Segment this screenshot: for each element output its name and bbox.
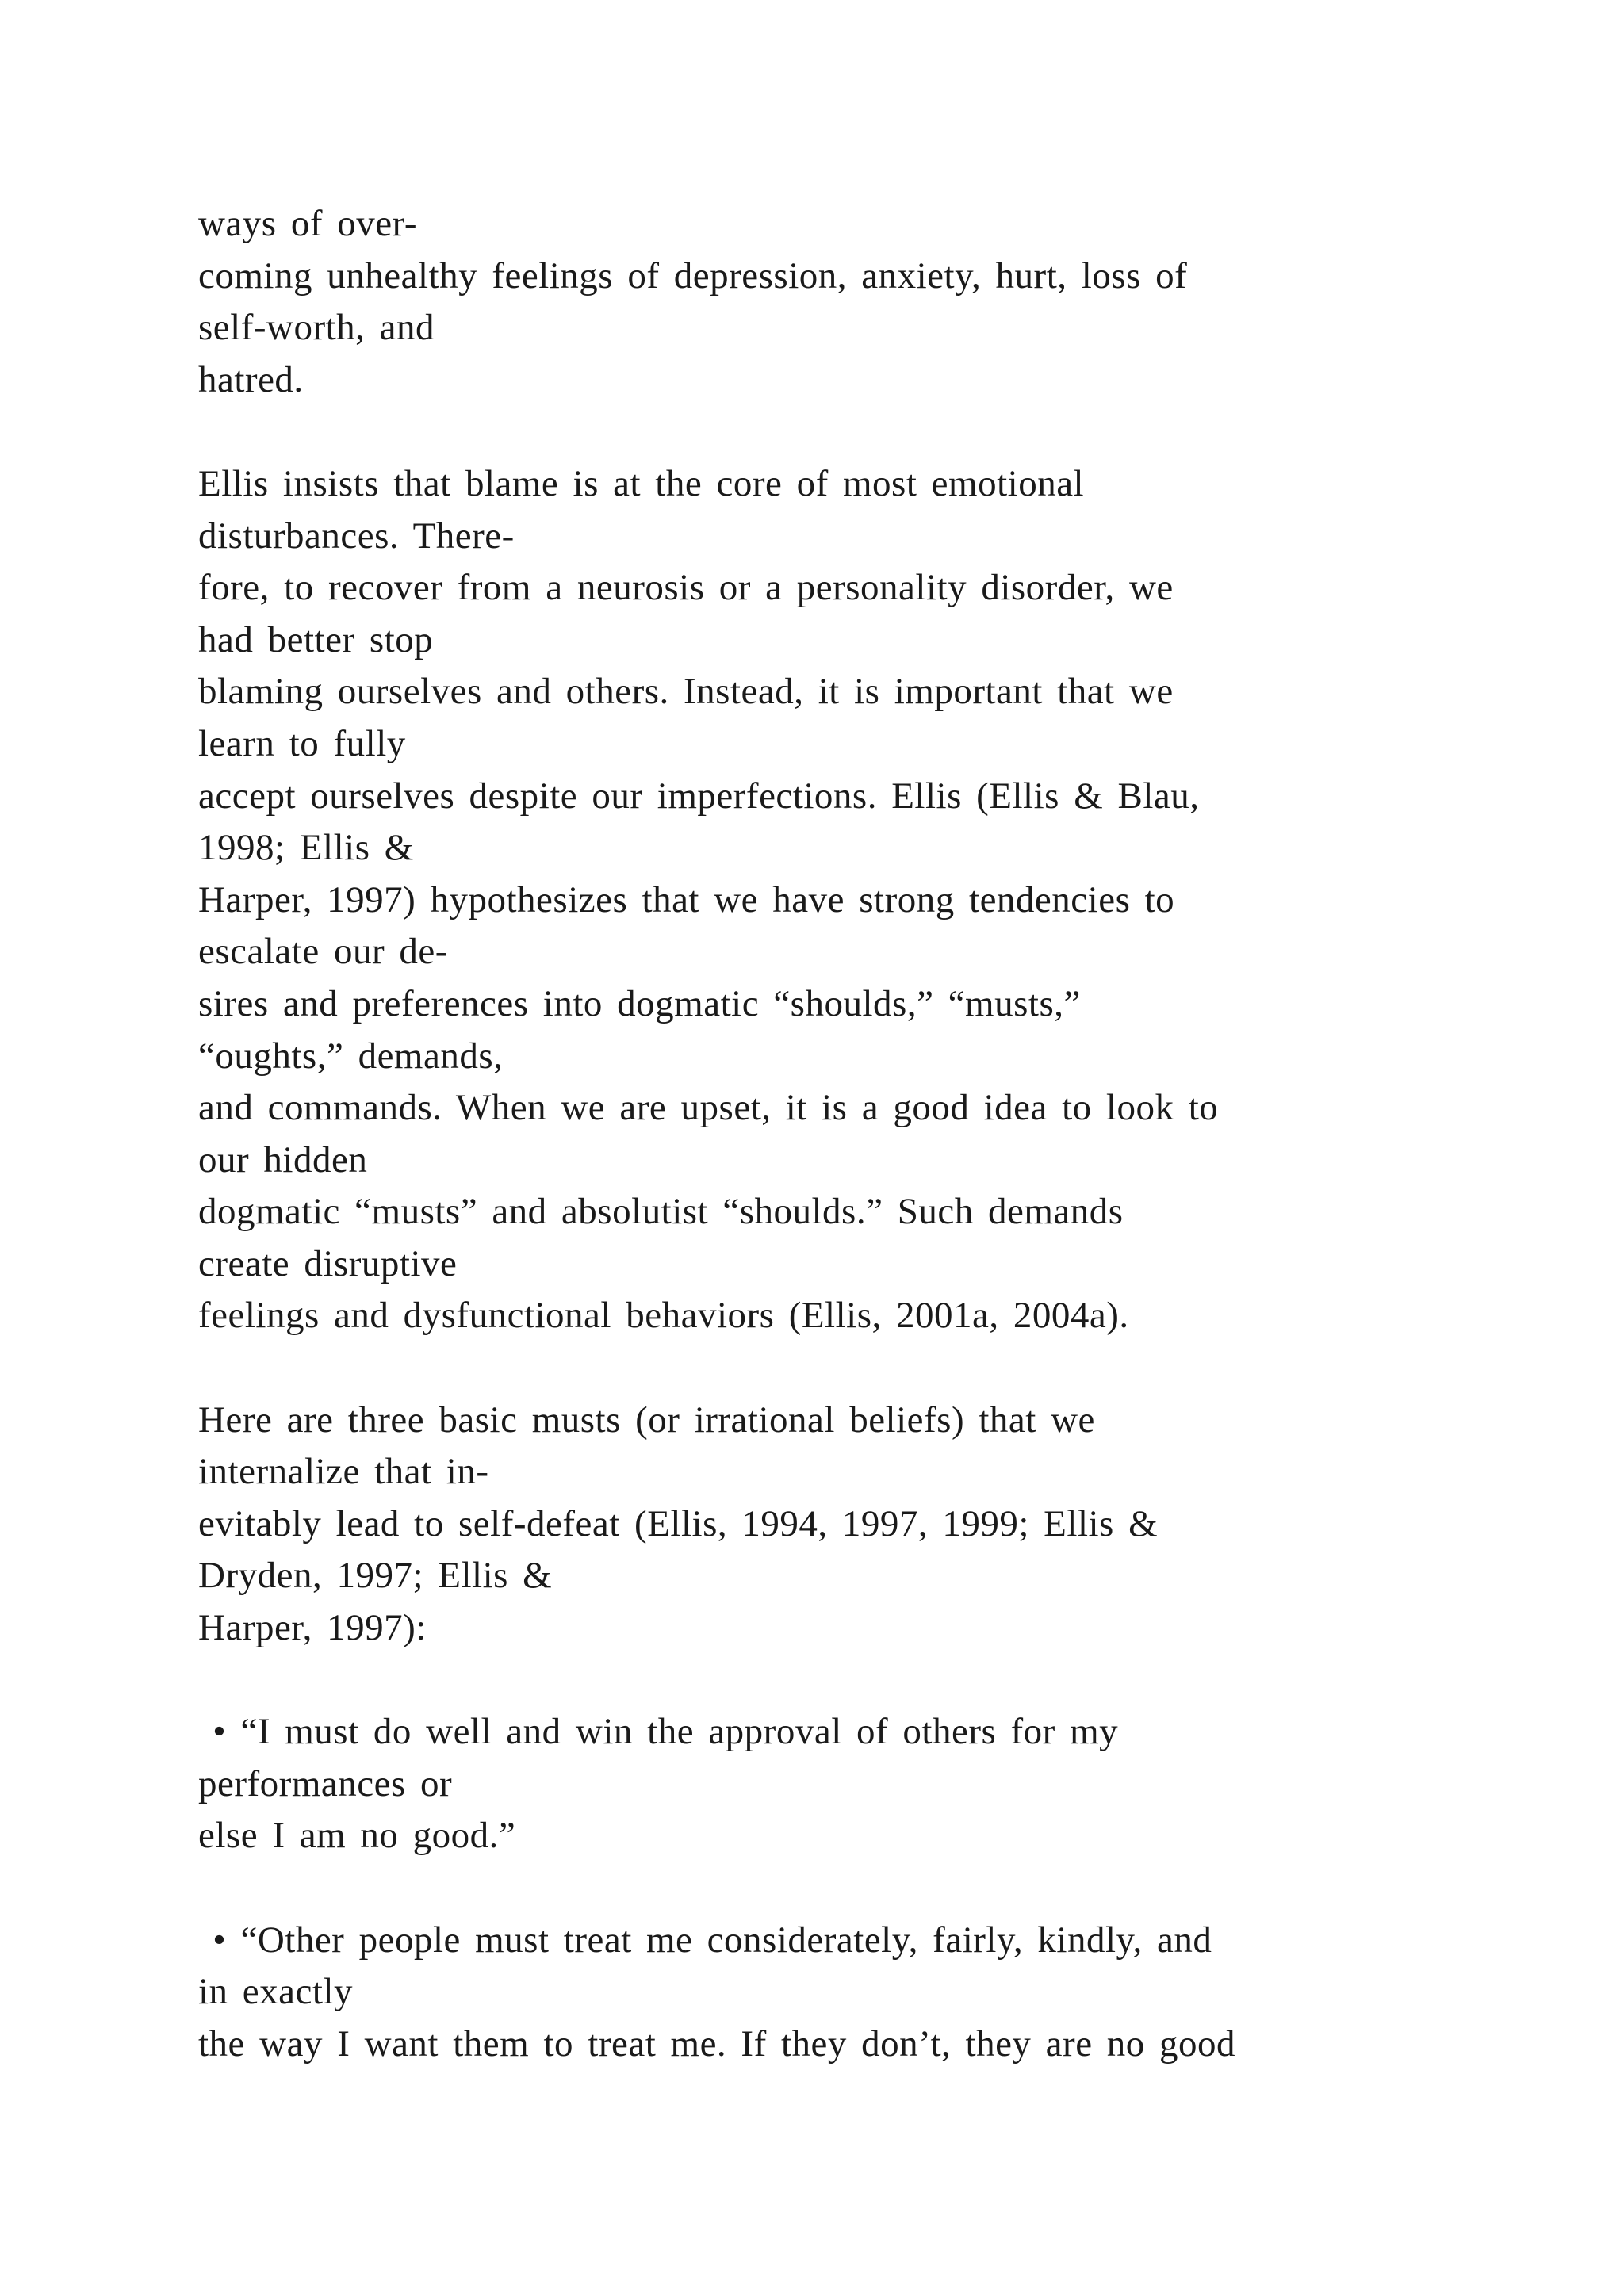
- paragraph-gap: [198, 1655, 1467, 1707]
- text-line: had better stop: [198, 618, 434, 660]
- paragraph-gap: [198, 406, 1467, 458]
- text-line: ways of over-: [198, 203, 417, 244]
- text-line: learn to fully: [198, 722, 406, 764]
- text-line: disturbances. There-: [198, 515, 515, 557]
- paragraph-3: [198, 1395, 1467, 1655]
- paragraph-gap: [198, 1862, 1467, 1915]
- body-text: [198, 198, 1467, 2070]
- text-line: else I am no good.”: [198, 1815, 516, 1857]
- text-line: dogmatic “musts” and absolutist “shoulds.” Such demands: [198, 1191, 1124, 1233]
- text-line: Ellis insists that blame is at the core of most emotional: [198, 462, 1085, 504]
- bullet-item-2: [198, 1915, 1467, 2071]
- text-line: internalize that in-: [198, 1451, 489, 1493]
- text-line: sires and preferences into dogmatic “shoulds,” “musts,”: [198, 982, 1081, 1024]
- text-line: self-worth, and: [198, 307, 435, 349]
- text-line: and commands. When we are upset, it is a good idea to look to: [198, 1087, 1219, 1129]
- text-line: accept ourselves despite our imperfections. Ellis (Ellis & Blau,: [198, 775, 1200, 817]
- paragraph-gap: [198, 1342, 1467, 1395]
- text-line: in exactly: [198, 1971, 354, 2013]
- text-line: feelings and dysfunctional behaviors (Ellis, 2001a, 2004a).: [198, 1295, 1129, 1337]
- text-line: our hidden: [198, 1138, 368, 1181]
- text-line: the way I want them to treat me. If they don’t, they are no good: [198, 2022, 1236, 2064]
- text-line: coming unhealthy feelings of depression, anxiety, hurt, loss of: [198, 254, 1188, 297]
- paragraph-2: [198, 458, 1467, 1342]
- text-line: Dryden, 1997; Ellis &: [198, 1555, 553, 1597]
- text-line: fore, to recover from a neurosis or a personality disorder, we: [198, 567, 1174, 609]
- text-line: hatred.: [198, 358, 304, 400]
- text-line: evitably lead to self-defeat (Ellis, 1994, 1997, 1999; Ellis &: [198, 1502, 1159, 1544]
- text-line: • “I must do well and win the approval of others for my: [198, 1711, 1119, 1753]
- text-line: blaming ourselves and others. Instead, it is important that we: [198, 671, 1174, 713]
- bullet-item-1: [198, 1706, 1467, 1862]
- text-line: • “Other people must treat me considerately, fairly, kindly, and: [198, 1919, 1212, 1961]
- text-line: Harper, 1997):: [198, 1607, 427, 1649]
- text-line: performances or: [198, 1762, 453, 1804]
- text-line: create disruptive: [198, 1242, 458, 1284]
- paragraph-1: [198, 198, 1467, 406]
- text-line: “oughts,” demands,: [198, 1035, 504, 1077]
- text-line: escalate our de-: [198, 931, 448, 973]
- text-line: Harper, 1997) hypothesizes that we have strong tendencies to: [198, 878, 1175, 920]
- text-line: 1998; Ellis &: [198, 827, 414, 869]
- text-line: Here are three basic musts (or irrational beliefs) that we: [198, 1399, 1095, 1441]
